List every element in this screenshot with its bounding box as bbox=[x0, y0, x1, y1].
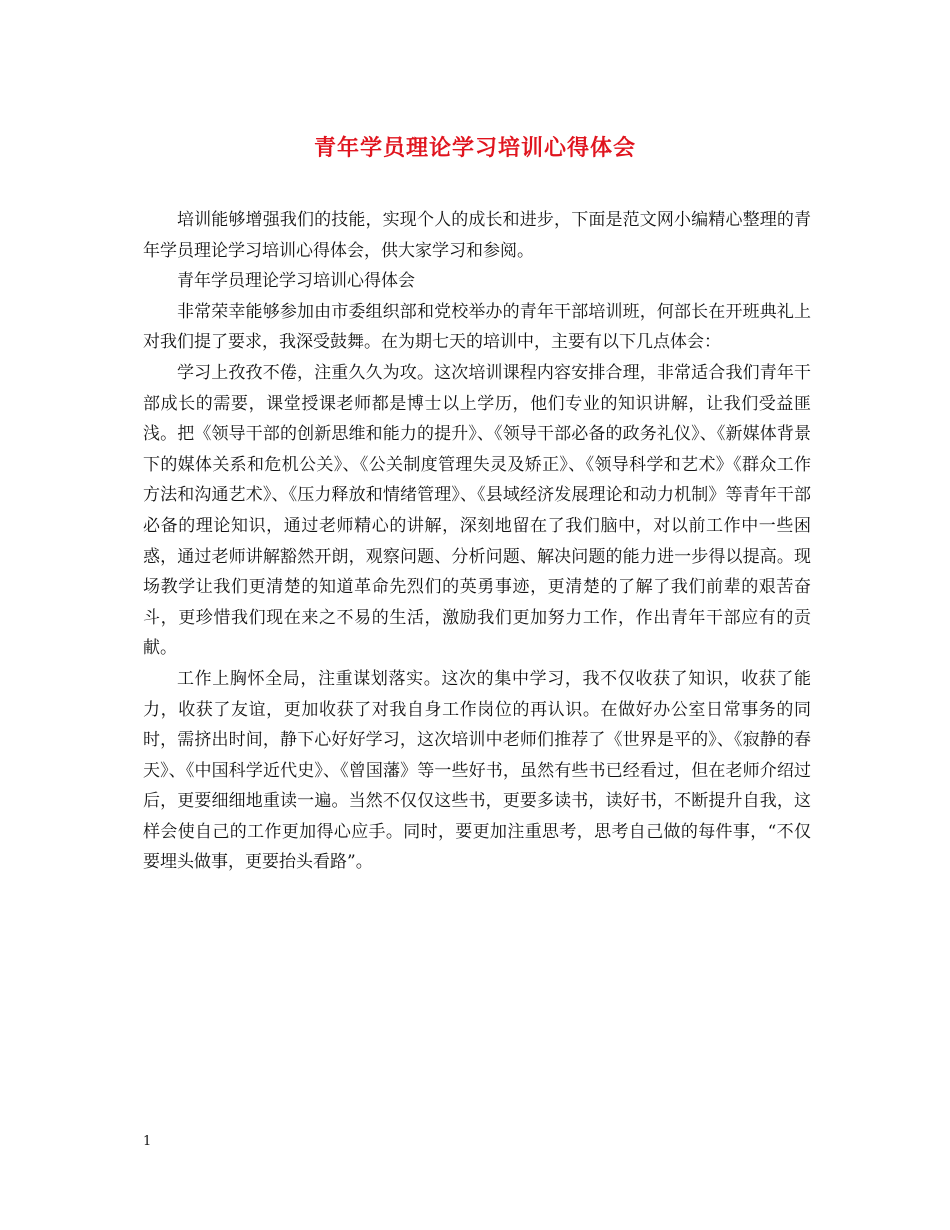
document-title: 青年学员理论学习培训心得体会 bbox=[313, 135, 636, 161]
paragraph-intro: 培训能够增强我们的技能，实现个人的成长和进步，下面是范文网小编精心整理的青年学员理论学习培训心得体会，供大家学习和参阅。 bbox=[143, 210, 811, 261]
paragraph-study: 学习上孜孜不倦，注重久久为攻。这次培训课程内容安排合理，非常适合我们青年干部成长的需要，课堂授课老师都是博士以上学历，他们专业的知识讲解，让我们受益匪浅。把《领导干部的创新思维和能力的提升》、《领导干部必备的政务礼仪》、《新媒体背景下的媒体关系和危机公关》、《公关制度管理失灵及矫正》、《领导科学和艺术》《群众工作方法和沟通艺术》、《压力释放和情绪管理》、《县域经济发展理论和动力机制》等青年干部必备的理论知识，通过老师精心的讲解，深刻地留在了我们脑中，对以前工作中一些困惑，通过老师讲解豁然开朗，观察问题、分析问题、解决问题的能力进一步得以提高。现场教学让我们更清楚的知道革命先烈们的英勇事迹，更清楚的了解了我们前辈的艰苦奋斗，更珍惜我们现在来之不易的生活，激励我们更加努力工作，作出青年干部应有的贡献。 bbox=[143, 362, 811, 659]
page-number: 1 bbox=[143, 1134, 152, 1149]
document-body bbox=[143, 205, 811, 878]
paragraph-work: 工作上胸怀全局，注重谋划落实。这次的集中学习，我不仅收获了知识，收获了能力，收获了友谊，更加收获了对我自身工作岗位的再认识。在做好办公室日常事务的同时，需挤出时间，静下心好好学习，这次培训中老师们推荐了《世界是平的》、《寂静的春天》、《中国科学近代史》、《曾国藩》等一些好书，虽然有些书已经看过，但在老师介绍过后，更要细细地重读一遍。当然不仅仅这些书，更要多读书，读好书，不断提升自我，这样会使自己的工作更加得心应手。同时，要更加注重思考，思考自己做的每件事，“不仅要埋头做事，更要抬头看路”。 bbox=[143, 668, 811, 873]
paragraph-subtitle: 青年学员理论学习培训心得体会 bbox=[177, 271, 415, 292]
paragraph-opening: 非常荣幸能够参加由市委组织部和党校举办的青年干部培训班，何部长在开班典礼上对我们提了要求，我深受鼓舞。在为期七天的培训中，主要有以下几点体会： bbox=[143, 301, 811, 353]
